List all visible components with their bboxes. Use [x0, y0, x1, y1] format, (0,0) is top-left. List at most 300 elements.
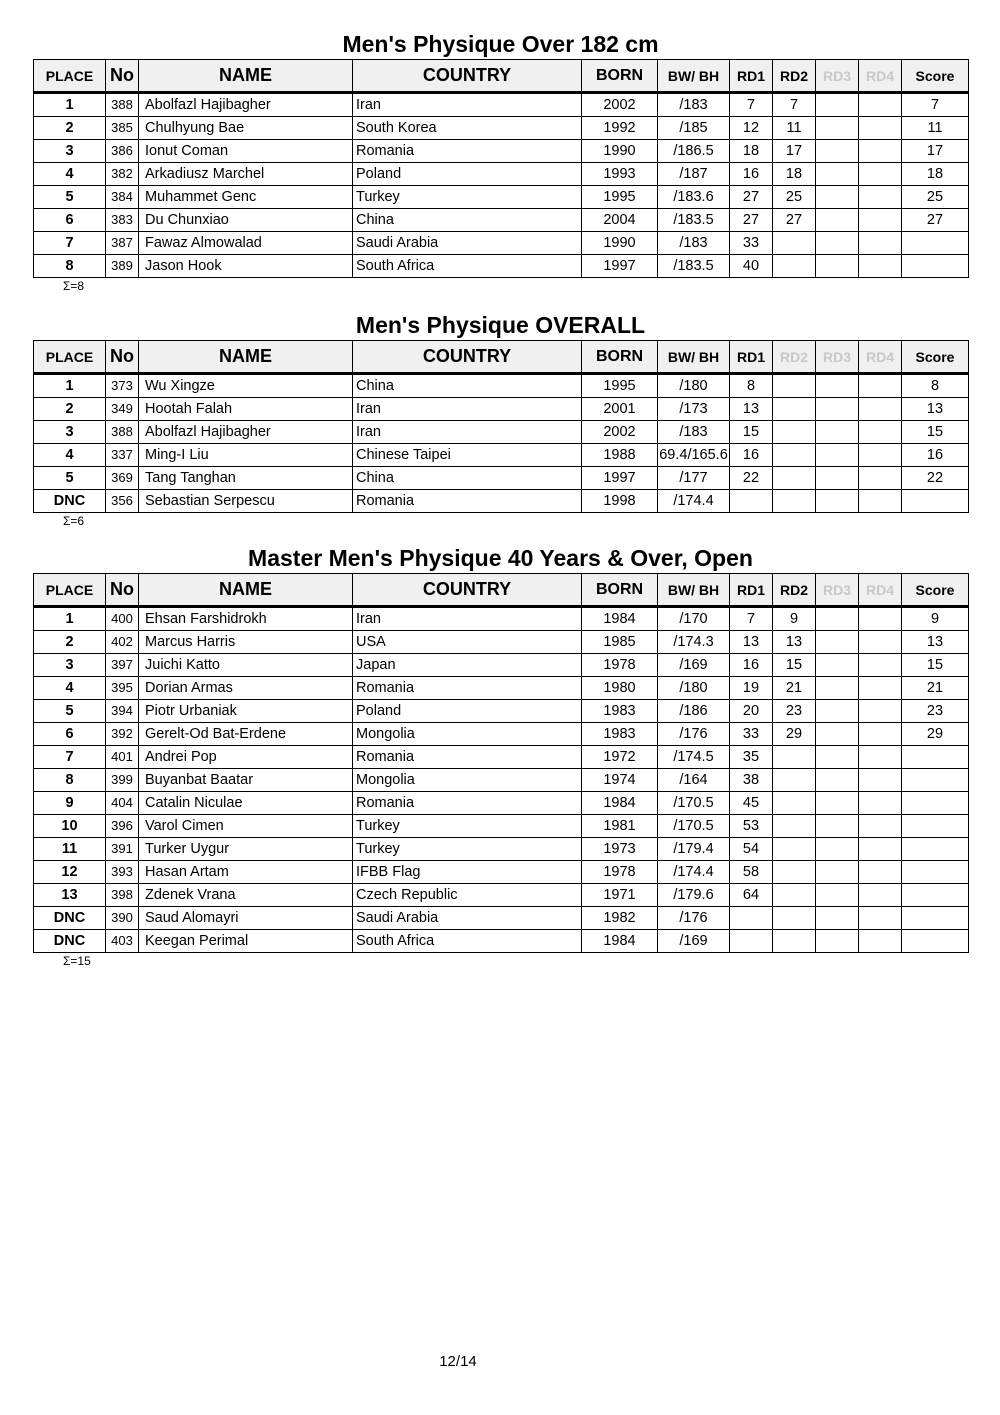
- table-row: [34, 163, 969, 186]
- cell-born: 2002: [582, 421, 658, 444]
- column-header-rd3: RD3: [816, 574, 859, 607]
- cell-rd1: 33: [730, 232, 773, 255]
- cell-rd2: [773, 907, 816, 930]
- cell-rd4: [859, 792, 902, 815]
- cell-rd4: [859, 467, 902, 490]
- cell-place: 2: [34, 398, 106, 421]
- cell-rd2: [773, 815, 816, 838]
- cell-bwbh: /180: [658, 374, 730, 398]
- cell-no: 383: [106, 209, 139, 232]
- cell-born: 1997: [582, 467, 658, 490]
- cell-name: Jason Hook: [139, 255, 353, 278]
- table-row: [34, 838, 969, 861]
- cell-bwbh: /187: [658, 163, 730, 186]
- table-row: [34, 255, 969, 278]
- competitor-count: Σ=8: [63, 279, 85, 293]
- cell-name: Zdenek Vrana: [139, 884, 353, 907]
- cell-born: 1972: [582, 746, 658, 769]
- cell-score: 18: [902, 163, 969, 186]
- cell-rd1: 22: [730, 467, 773, 490]
- cell-no: 402: [106, 631, 139, 654]
- cell-born: 1985: [582, 631, 658, 654]
- cell-country: Saudi Arabia: [353, 907, 582, 930]
- cell-rd1: 13: [730, 398, 773, 421]
- cell-score: [902, 769, 969, 792]
- column-header-score: Score: [902, 341, 969, 374]
- cell-rd1: [730, 907, 773, 930]
- cell-country: Iran: [353, 421, 582, 444]
- cell-name: Sebastian Serpescu: [139, 490, 353, 513]
- cell-name: Hootah Falah: [139, 398, 353, 421]
- cell-rd2: 9: [773, 607, 816, 631]
- cell-place: 4: [34, 163, 106, 186]
- cell-place: 10: [34, 815, 106, 838]
- cell-rd4: [859, 815, 902, 838]
- cell-no: 397: [106, 654, 139, 677]
- cell-rd3: [816, 769, 859, 792]
- cell-born: 1990: [582, 232, 658, 255]
- cell-no: 403: [106, 930, 139, 953]
- cell-country: South Korea: [353, 117, 582, 140]
- cell-rd3: [816, 723, 859, 746]
- cell-name: Arkadiusz Marchel: [139, 163, 353, 186]
- cell-rd1: 27: [730, 186, 773, 209]
- cell-country: Romania: [353, 490, 582, 513]
- cell-rd4: [859, 654, 902, 677]
- cell-born: 1990: [582, 140, 658, 163]
- cell-country: Turkey: [353, 815, 582, 838]
- cell-name: Juichi Katto: [139, 654, 353, 677]
- cell-rd2: [773, 746, 816, 769]
- cell-rd1: 7: [730, 93, 773, 117]
- results-table: [33, 573, 969, 953]
- cell-rd1: 64: [730, 884, 773, 907]
- cell-country: Poland: [353, 163, 582, 186]
- cell-name: Tang Tanghan: [139, 467, 353, 490]
- table-row: [34, 631, 969, 654]
- cell-rd3: [816, 838, 859, 861]
- cell-rd2: [773, 421, 816, 444]
- cell-rd1: 16: [730, 444, 773, 467]
- cell-rd3: [816, 374, 859, 398]
- cell-rd2: 29: [773, 723, 816, 746]
- cell-born: 1995: [582, 186, 658, 209]
- cell-bwbh: /174.4: [658, 861, 730, 884]
- cell-rd3: [816, 884, 859, 907]
- cell-bwbh: /186.5: [658, 140, 730, 163]
- header-row: [34, 341, 969, 374]
- cell-rd2: 17: [773, 140, 816, 163]
- table-row: [34, 792, 969, 815]
- cell-rd2: [773, 838, 816, 861]
- cell-place: DNC: [34, 490, 106, 513]
- cell-no: 369: [106, 467, 139, 490]
- cell-no: 390: [106, 907, 139, 930]
- cell-country: Turkey: [353, 838, 582, 861]
- cell-no: 399: [106, 769, 139, 792]
- cell-rd1: 16: [730, 163, 773, 186]
- cell-rd4: [859, 255, 902, 278]
- cell-rd3: [816, 467, 859, 490]
- table-row: [34, 444, 969, 467]
- table-row: [34, 398, 969, 421]
- cell-place: 13: [34, 884, 106, 907]
- cell-born: 1973: [582, 838, 658, 861]
- column-header-country: COUNTRY: [353, 341, 582, 374]
- cell-name: Muhammet Genc: [139, 186, 353, 209]
- cell-country: Mongolia: [353, 769, 582, 792]
- column-header-rd3: RD3: [816, 341, 859, 374]
- cell-score: 11: [902, 117, 969, 140]
- cell-rd4: [859, 374, 902, 398]
- cell-bwbh: /183: [658, 93, 730, 117]
- table-row: [34, 607, 969, 631]
- cell-place: DNC: [34, 907, 106, 930]
- cell-rd3: [816, 631, 859, 654]
- cell-place: 5: [34, 186, 106, 209]
- column-header-no: No: [106, 574, 139, 607]
- column-header-born: BORN: [582, 341, 658, 374]
- cell-rd2: [773, 467, 816, 490]
- section-master-mens-physique-40-over: [33, 543, 968, 970]
- cell-no: 404: [106, 792, 139, 815]
- column-header-place: PLACE: [34, 574, 106, 607]
- cell-born: 1983: [582, 700, 658, 723]
- cell-rd1: 7: [730, 607, 773, 631]
- table-row: [34, 209, 969, 232]
- cell-rd4: [859, 607, 902, 631]
- cell-country: Romania: [353, 746, 582, 769]
- cell-born: 1993: [582, 163, 658, 186]
- cell-country: Saudi Arabia: [353, 232, 582, 255]
- cell-no: 400: [106, 607, 139, 631]
- cell-rd4: [859, 421, 902, 444]
- cell-bwbh: /170: [658, 607, 730, 631]
- cell-score: [902, 930, 969, 953]
- cell-rd2: [773, 232, 816, 255]
- cell-rd3: [816, 421, 859, 444]
- cell-place: 4: [34, 677, 106, 700]
- cell-no: 401: [106, 746, 139, 769]
- table-row: [34, 117, 969, 140]
- cell-rd4: [859, 232, 902, 255]
- cell-bwbh: /183.6: [658, 186, 730, 209]
- cell-born: 1974: [582, 769, 658, 792]
- table-row: [34, 907, 969, 930]
- cell-place: 3: [34, 421, 106, 444]
- cell-score: 17: [902, 140, 969, 163]
- cell-rd3: [816, 255, 859, 278]
- cell-rd4: [859, 444, 902, 467]
- cell-rd1: 13: [730, 631, 773, 654]
- cell-place: 8: [34, 769, 106, 792]
- results-table: [33, 340, 969, 513]
- cell-born: 1992: [582, 117, 658, 140]
- cell-rd4: [859, 631, 902, 654]
- cell-place: 6: [34, 723, 106, 746]
- cell-rd2: 18: [773, 163, 816, 186]
- cell-bwbh: /174.5: [658, 746, 730, 769]
- cell-country: South Africa: [353, 255, 582, 278]
- cell-bwbh: /183: [658, 421, 730, 444]
- cell-score: 7: [902, 93, 969, 117]
- cell-rd1: 8: [730, 374, 773, 398]
- cell-score: [902, 490, 969, 513]
- cell-rd3: [816, 815, 859, 838]
- cell-country: Turkey: [353, 186, 582, 209]
- cell-rd4: [859, 861, 902, 884]
- cell-score: 9: [902, 607, 969, 631]
- cell-name: Gerelt-Od Bat-Erdene: [139, 723, 353, 746]
- cell-rd2: [773, 374, 816, 398]
- column-header-name: NAME: [139, 341, 353, 374]
- column-header-score: Score: [902, 60, 969, 93]
- cell-country: Iran: [353, 93, 582, 117]
- cell-place: 1: [34, 607, 106, 631]
- cell-no: 385: [106, 117, 139, 140]
- column-header-rd4: RD4: [859, 341, 902, 374]
- cell-rd3: [816, 490, 859, 513]
- cell-rd3: [816, 861, 859, 884]
- cell-rd3: [816, 140, 859, 163]
- cell-rd1: 35: [730, 746, 773, 769]
- cell-no: 394: [106, 700, 139, 723]
- cell-no: 387: [106, 232, 139, 255]
- cell-no: 392: [106, 723, 139, 746]
- cell-born: 1982: [582, 907, 658, 930]
- cell-name: Ionut Coman: [139, 140, 353, 163]
- cell-bwbh: /179.4: [658, 838, 730, 861]
- cell-bwbh: /169: [658, 930, 730, 953]
- cell-score: 15: [902, 654, 969, 677]
- cell-place: 12: [34, 861, 106, 884]
- cell-bwbh: /180: [658, 677, 730, 700]
- cell-country: Romania: [353, 140, 582, 163]
- cell-bwbh: /177: [658, 467, 730, 490]
- cell-no: 388: [106, 93, 139, 117]
- cell-rd3: [816, 700, 859, 723]
- cell-name: Saud Alomayri: [139, 907, 353, 930]
- table-row: [34, 746, 969, 769]
- cell-bwbh: /183: [658, 232, 730, 255]
- table-row: [34, 677, 969, 700]
- cell-rd2: 7: [773, 93, 816, 117]
- cell-no: 395: [106, 677, 139, 700]
- table-row: [34, 374, 969, 398]
- cell-rd4: [859, 700, 902, 723]
- cell-born: 1984: [582, 930, 658, 953]
- cell-no: 398: [106, 884, 139, 907]
- cell-bwbh: /173: [658, 398, 730, 421]
- section-title: Men's Physique OVERALL: [355, 312, 646, 338]
- cell-no: 382: [106, 163, 139, 186]
- table-row: [34, 700, 969, 723]
- cell-rd1: [730, 490, 773, 513]
- table-row: [34, 467, 969, 490]
- cell-name: Ehsan Farshidrokh: [139, 607, 353, 631]
- table-row: [34, 421, 969, 444]
- column-header-country: COUNTRY: [353, 60, 582, 93]
- cell-place: 8: [34, 255, 106, 278]
- cell-rd4: [859, 93, 902, 117]
- cell-rd1: 15: [730, 421, 773, 444]
- cell-rd3: [816, 792, 859, 815]
- table-row: [34, 815, 969, 838]
- cell-born: 1980: [582, 677, 658, 700]
- column-header-bwbh: BW/ BH: [658, 341, 730, 374]
- cell-rd1: 18: [730, 140, 773, 163]
- cell-no: 389: [106, 255, 139, 278]
- cell-place: 6: [34, 209, 106, 232]
- cell-bwbh: /183.5: [658, 255, 730, 278]
- table-row: [34, 723, 969, 746]
- cell-name: Keegan Perimal: [139, 930, 353, 953]
- cell-name: Piotr Urbaniak: [139, 700, 353, 723]
- cell-rd4: [859, 209, 902, 232]
- cell-name: Turker Uygur: [139, 838, 353, 861]
- cell-no: 388: [106, 421, 139, 444]
- cell-score: 25: [902, 186, 969, 209]
- cell-rd1: 53: [730, 815, 773, 838]
- cell-rd2: 11: [773, 117, 816, 140]
- cell-score: [902, 232, 969, 255]
- column-header-rd3: RD3: [816, 60, 859, 93]
- cell-born: 2004: [582, 209, 658, 232]
- cell-rd2: [773, 792, 816, 815]
- cell-rd2: [773, 490, 816, 513]
- cell-place: 4: [34, 444, 106, 467]
- column-header-name: NAME: [139, 574, 353, 607]
- cell-born: 1997: [582, 255, 658, 278]
- section-title: Master Men's Physique 40 Years & Over, Open: [248, 545, 753, 571]
- cell-score: 13: [902, 631, 969, 654]
- column-header-rd2: RD2: [773, 60, 816, 93]
- cell-name: Abolfazl Hajibagher: [139, 93, 353, 117]
- table-row: [34, 490, 969, 513]
- cell-score: 13: [902, 398, 969, 421]
- cell-name: Buyanbat Baatar: [139, 769, 353, 792]
- cell-country: Czech Republic: [353, 884, 582, 907]
- section-mens-physique-overall: [33, 310, 968, 530]
- cell-place: 2: [34, 117, 106, 140]
- cell-score: 21: [902, 677, 969, 700]
- cell-country: Japan: [353, 654, 582, 677]
- cell-rd3: [816, 398, 859, 421]
- cell-score: 8: [902, 374, 969, 398]
- cell-place: 11: [34, 838, 106, 861]
- cell-score: [902, 815, 969, 838]
- column-header-rd1: RD1: [730, 60, 773, 93]
- table-row: [34, 140, 969, 163]
- cell-rd1: 40: [730, 255, 773, 278]
- cell-rd4: [859, 398, 902, 421]
- header-row: [34, 60, 969, 93]
- cell-name: Hasan Artam: [139, 861, 353, 884]
- cell-country: China: [353, 209, 582, 232]
- cell-name: Abolfazl Hajibagher: [139, 421, 353, 444]
- cell-bwbh: /186: [658, 700, 730, 723]
- cell-bwbh: /174.4: [658, 490, 730, 513]
- cell-country: China: [353, 374, 582, 398]
- cell-score: [902, 884, 969, 907]
- cell-rd3: [816, 930, 859, 953]
- column-header-rd4: RD4: [859, 60, 902, 93]
- cell-country: Iran: [353, 607, 582, 631]
- table-row: [34, 769, 969, 792]
- cell-rd2: [773, 930, 816, 953]
- cell-rd1: 33: [730, 723, 773, 746]
- cell-score: [902, 255, 969, 278]
- cell-place: 5: [34, 467, 106, 490]
- cell-bwbh: /183.5: [658, 209, 730, 232]
- page-number: 12/14: [439, 1353, 477, 1370]
- cell-place: 3: [34, 140, 106, 163]
- cell-country: Romania: [353, 792, 582, 815]
- cell-rd3: [816, 607, 859, 631]
- cell-rd2: 15: [773, 654, 816, 677]
- cell-rd2: [773, 884, 816, 907]
- section-title: Men's Physique Over 182 cm: [342, 31, 659, 57]
- cell-born: 1984: [582, 792, 658, 815]
- cell-rd3: [816, 654, 859, 677]
- cell-place: 7: [34, 232, 106, 255]
- cell-rd4: [859, 677, 902, 700]
- cell-rd1: 54: [730, 838, 773, 861]
- column-header-no: No: [106, 60, 139, 93]
- cell-score: 29: [902, 723, 969, 746]
- column-header-bwbh: BW/ BH: [658, 574, 730, 607]
- cell-country: Romania: [353, 677, 582, 700]
- cell-place: DNC: [34, 930, 106, 953]
- cell-rd4: [859, 186, 902, 209]
- cell-bwbh: /174.3: [658, 631, 730, 654]
- cell-name: Fawaz Almowalad: [139, 232, 353, 255]
- cell-rd2: [773, 255, 816, 278]
- cell-rd4: [859, 140, 902, 163]
- column-header-name: NAME: [139, 60, 353, 93]
- column-header-rd1: RD1: [730, 341, 773, 374]
- column-header-rd4: RD4: [859, 574, 902, 607]
- cell-rd4: [859, 930, 902, 953]
- cell-rd3: [816, 746, 859, 769]
- cell-bwbh: /170.5: [658, 815, 730, 838]
- cell-born: 1995: [582, 374, 658, 398]
- cell-rd2: [773, 444, 816, 467]
- cell-rd1: 45: [730, 792, 773, 815]
- cell-born: 1984: [582, 607, 658, 631]
- cell-rd4: [859, 723, 902, 746]
- cell-no: 386: [106, 140, 139, 163]
- cell-rd3: [816, 444, 859, 467]
- table-row: [34, 930, 969, 953]
- table-row: [34, 654, 969, 677]
- column-header-bwbh: BW/ BH: [658, 60, 730, 93]
- cell-country: IFBB Flag: [353, 861, 582, 884]
- cell-rd4: [859, 884, 902, 907]
- cell-place: 1: [34, 374, 106, 398]
- cell-rd3: [816, 209, 859, 232]
- cell-rd4: [859, 838, 902, 861]
- cell-rd2: 27: [773, 209, 816, 232]
- cell-born: 1998: [582, 490, 658, 513]
- cell-rd4: [859, 163, 902, 186]
- cell-rd3: [816, 232, 859, 255]
- table-row: [34, 93, 969, 117]
- cell-rd2: 25: [773, 186, 816, 209]
- cell-no: 349: [106, 398, 139, 421]
- cell-born: 2001: [582, 398, 658, 421]
- section-mens-physique-over-182: [33, 29, 968, 295]
